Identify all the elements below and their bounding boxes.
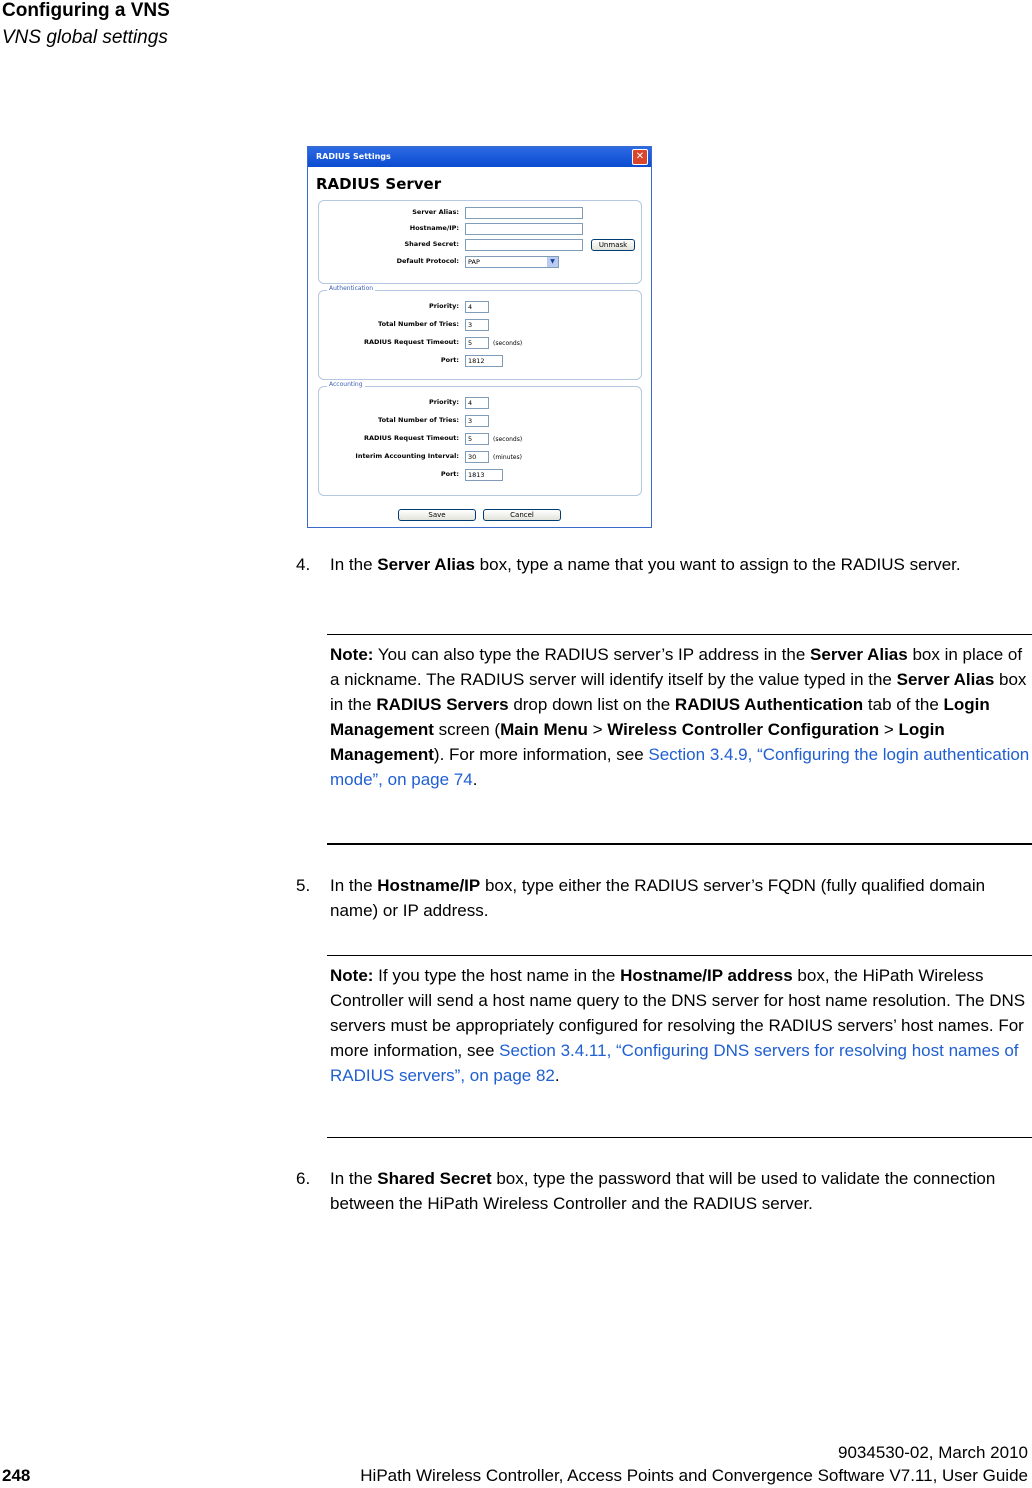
dialog-titlebar bbox=[308, 147, 651, 167]
hostname-input[interactable] bbox=[465, 223, 583, 235]
auth-tries-row bbox=[319, 319, 639, 333]
step-text: In the Hostname/IP box, type either the RADIUS server’s FQDN (fully qualified domain name) or IP address. bbox=[330, 876, 986, 920]
auth-timeout-input[interactable]: 5 bbox=[465, 337, 489, 349]
acct-interim-row bbox=[319, 451, 639, 465]
server-alias-input[interactable] bbox=[465, 207, 583, 219]
acct-timeout-label: RADIUS Request Timeout: bbox=[363, 434, 459, 442]
note-server-alias: Note: You can also type the RADIUS server’s IP address in the Server Alias box in place of a nickname. The RADIUS server will identify itself by the value typed in the Server Alias box in the RADIUS Servers drop down list on the RADIUS Authentication tab of the Login Management screen (Main Menu > Wireless Controller Configuration > Login Management). For more information, see Section 3.4.9, “Configuring the login authentication mode”, on page 74. bbox=[330, 645, 1030, 789]
dialog-body bbox=[308, 167, 651, 527]
unmask-button[interactable]: Unmask bbox=[591, 239, 635, 251]
close-icon[interactable]: ✕ bbox=[632, 149, 648, 165]
auth-priority-input[interactable]: 4 bbox=[465, 301, 489, 313]
hostname-row bbox=[319, 223, 639, 237]
note-top-rule bbox=[327, 955, 1032, 956]
server-group bbox=[318, 200, 642, 284]
note-bottom-rule bbox=[327, 843, 1032, 845]
acct-interim-unit: (minutes) bbox=[493, 454, 522, 461]
radius-settings-dialog bbox=[307, 146, 652, 528]
section-link-dns[interactable]: Section 3.4.11, “Configuring DNS servers for resolving host names of RADIUS servers”, on page 82 bbox=[330, 1041, 1019, 1085]
auth-tries-input[interactable]: 3 bbox=[465, 319, 489, 331]
step-number: 5. bbox=[296, 876, 311, 895]
section-title: VNS global settings bbox=[2, 27, 168, 48]
doc-number: 9034530-02, March 2010 bbox=[838, 1443, 1028, 1462]
auth-port-input[interactable]: 1812 bbox=[465, 355, 503, 367]
acct-interim-input[interactable]: 30 bbox=[465, 451, 489, 463]
protocol-row bbox=[319, 256, 639, 270]
acct-tries-input[interactable]: 3 bbox=[465, 415, 489, 427]
auth-timeout-row bbox=[319, 337, 639, 351]
shared-secret-input[interactable] bbox=[465, 239, 583, 251]
authentication-group bbox=[318, 285, 642, 380]
cancel-button[interactable]: Cancel bbox=[483, 509, 561, 521]
auth-priority-row bbox=[319, 301, 639, 315]
protocol-label: Default Protocol: bbox=[396, 257, 459, 265]
note-top-rule bbox=[327, 634, 1032, 635]
step-text: In the Shared Secret box, type the password that will be used to validate the connection between the HiPath Wireless Controller and the RADIUS server. bbox=[330, 1169, 996, 1213]
acct-timeout-row bbox=[319, 433, 639, 447]
step-number: 6. bbox=[296, 1169, 311, 1188]
step-text: In the Server Alias box, type a name that you want to assign to the RADIUS server. bbox=[330, 555, 961, 574]
server-alias-row bbox=[319, 207, 639, 221]
acct-priority-row bbox=[319, 397, 639, 411]
shared-secret-label: Shared Secret: bbox=[404, 240, 459, 248]
hostname-label: Hostname/IP: bbox=[409, 224, 459, 232]
save-button[interactable]: Save bbox=[398, 509, 476, 521]
acct-priority-input[interactable]: 4 bbox=[465, 397, 489, 409]
auth-priority-label: Priority: bbox=[428, 302, 459, 310]
acct-port-label: Port: bbox=[440, 470, 459, 478]
acct-tries-row bbox=[319, 415, 639, 429]
chevron-down-icon: ▼ bbox=[547, 257, 558, 267]
acct-tries-label: Total Number of Tries: bbox=[378, 416, 459, 424]
section-link-login-auth[interactable]: Section 3.4.9, “Configuring the login authentication mode”, on page 74 bbox=[330, 745, 1030, 789]
note-bottom-rule bbox=[327, 1137, 1032, 1138]
accounting-group bbox=[318, 381, 642, 496]
auth-port-row bbox=[319, 355, 639, 369]
dialog-title: RADIUS Settings bbox=[316, 152, 391, 161]
acct-timeout-unit: (seconds) bbox=[493, 436, 523, 443]
accounting-group-label: Accounting bbox=[329, 381, 363, 388]
auth-port-label: Port: bbox=[440, 356, 459, 364]
chapter-title: Configuring a VNS bbox=[2, 0, 170, 21]
acct-port-row bbox=[319, 469, 639, 483]
authentication-group-label: Authentication bbox=[329, 285, 374, 292]
acct-priority-label: Priority: bbox=[428, 398, 459, 406]
auth-timeout-label: RADIUS Request Timeout: bbox=[363, 338, 459, 346]
step-number: 4. bbox=[296, 555, 311, 574]
acct-timeout-input[interactable]: 5 bbox=[465, 433, 489, 445]
acct-interim-label: Interim Accounting Interval: bbox=[355, 452, 459, 460]
protocol-value: PAP bbox=[468, 258, 480, 266]
dialog-heading: RADIUS Server bbox=[316, 175, 442, 193]
page-number: 248 bbox=[2, 1466, 31, 1485]
auth-tries-label: Total Number of Tries: bbox=[378, 320, 459, 328]
doc-title: HiPath Wireless Controller, Access Points and Convergence Software V7.11, User Guide bbox=[360, 1466, 1028, 1485]
protocol-select[interactable] bbox=[465, 256, 559, 268]
server-alias-label: Server Alias: bbox=[412, 208, 459, 216]
note-hostname: Note: If you type the host name in the Hostname/IP address box, the HiPath Wireless Controller will send a host name query to the DNS server for host name resolution. The DNS servers must be appropriately configured for resolving the RADIUS servers’ host names. For more information, see Section 3.4.11, “Configuring DNS servers for resolving host names of RADIUS servers”, on page 82. bbox=[330, 966, 1026, 1085]
shared-secret-row bbox=[319, 239, 639, 253]
auth-timeout-unit: (seconds) bbox=[493, 340, 523, 347]
acct-port-input[interactable]: 1813 bbox=[465, 469, 503, 481]
